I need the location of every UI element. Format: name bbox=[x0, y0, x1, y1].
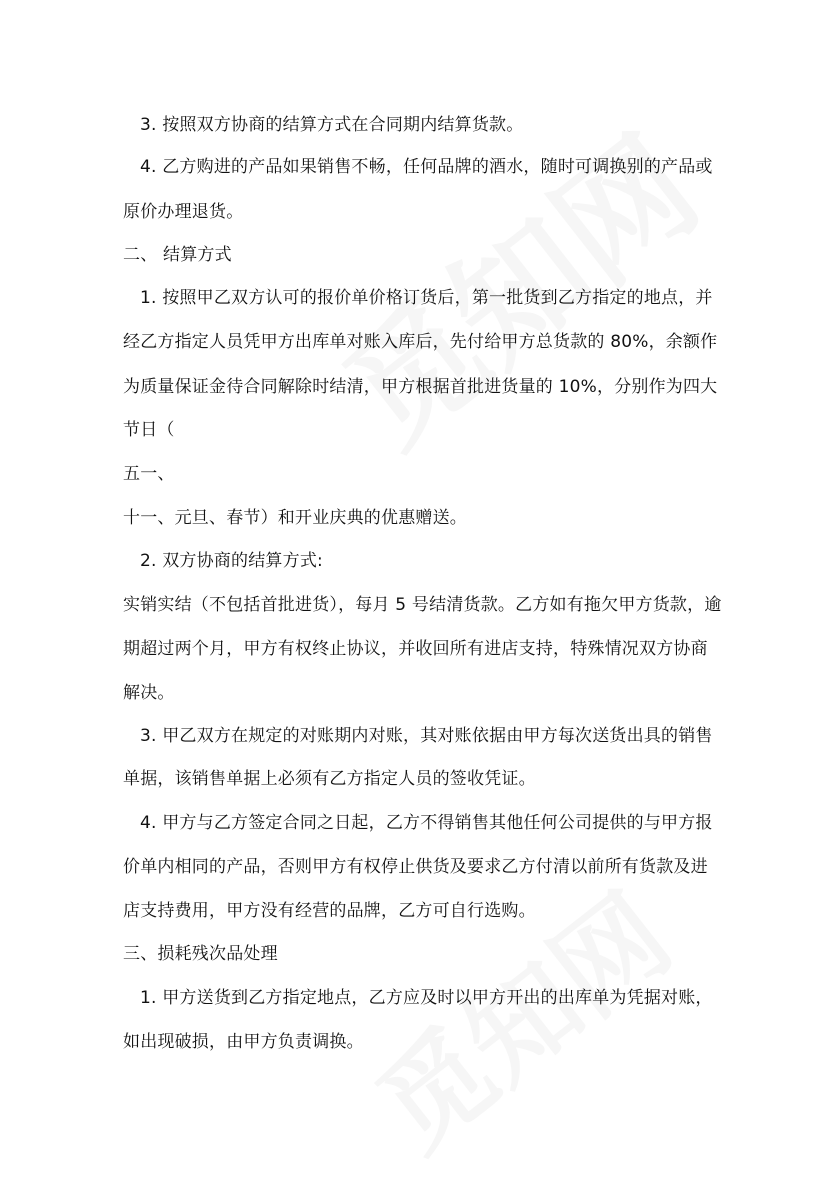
paragraph-line: 4. 甲方与乙方签定合同之日起，乙方不得销售其他任何公司提供的与甲方报 bbox=[140, 813, 713, 833]
paragraph-line: 1. 按照甲乙双方认可的报价单价格订货后，第一批货到乙方指定的地点，并 bbox=[140, 288, 713, 308]
paragraph-line: 1. 甲方送货到乙方指定地点，乙方应及时以甲方开出的出库单为凭据对账， bbox=[140, 988, 713, 1008]
paragraph-line: 期超过两个月，甲方有权终止协议，并收回所有进店支持，特殊情况双方协商 bbox=[123, 639, 708, 659]
paragraph-line: 解决。 bbox=[123, 683, 175, 703]
section-heading: 二、 结算方式 bbox=[123, 245, 232, 265]
paragraph-line: 原价办理退货。 bbox=[123, 202, 244, 222]
paragraph-line: 实销实结（不包括首批进货），每月 5 号结清货款。乙方如有拖欠甲方货款，逾 bbox=[123, 595, 722, 615]
paragraph-line: 2. 双方协商的结算方式: bbox=[140, 551, 323, 571]
paragraph-line: 十一、元旦、春节）和开业庆典的优惠赠送。 bbox=[123, 508, 467, 528]
paragraph-line: 如出现破损，由甲方负责调换。 bbox=[123, 1032, 364, 1052]
paragraph-line: 节日（ bbox=[123, 420, 175, 440]
paragraph-line: 为质量保证金待合同解除时结清，甲方根据首批进货量的 10%，分别作为四大 bbox=[123, 377, 718, 397]
paragraph-line: 经乙方指定人员凭甲方出库单对账入库后，先付给甲方总货款的 80%，余额作 bbox=[123, 332, 718, 352]
paragraph-line: 五一、 bbox=[123, 464, 175, 484]
section-heading: 三、损耗残次品处理 bbox=[123, 944, 278, 964]
paragraph-line: 价单内相同的产品，否则甲方有权停止供货及要求乙方付清以前所有货款及进 bbox=[123, 857, 708, 877]
paragraph-line: 店支持费用，甲方没有经营的品牌，乙方可自行选购。 bbox=[123, 901, 536, 921]
watermark bbox=[300, 86, 729, 480]
paragraph-line: 单据，该销售单据上必须有乙方指定人员的签收凭证。 bbox=[123, 769, 536, 789]
paragraph-line: 4. 乙方购进的产品如果销售不畅，任何品牌的酒水，随时可调换别的产品或 bbox=[140, 157, 713, 177]
paragraph-line: 3. 甲乙双方在规定的对账期内对账，其对账依据由甲方每次送货出具的销售 bbox=[140, 726, 713, 746]
paragraph-line: 3. 按照双方协商的结算方式在合同期内结算货款。 bbox=[140, 115, 524, 135]
